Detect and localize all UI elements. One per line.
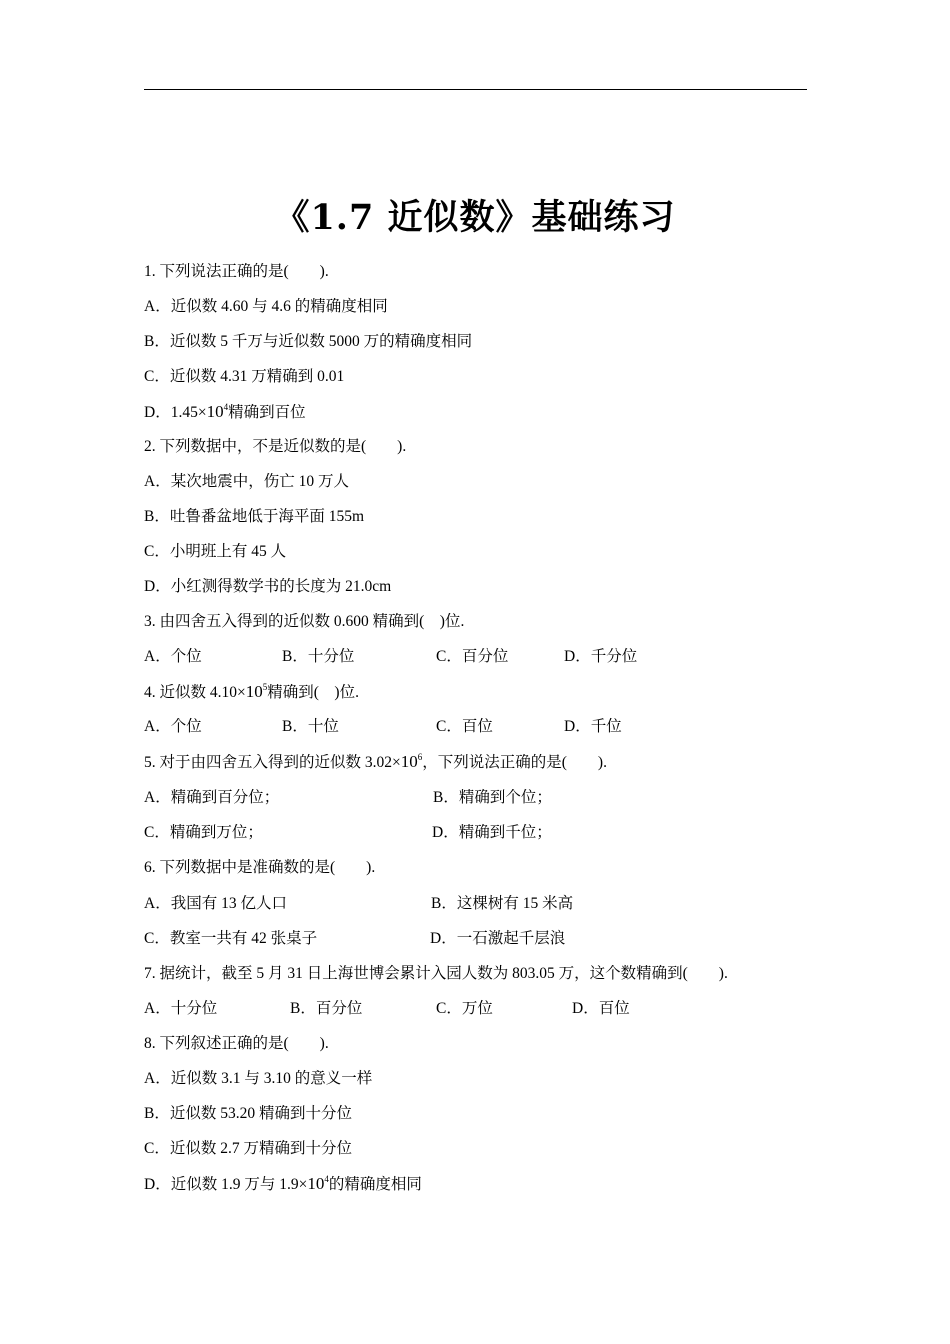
q3-option-c: C．百分位 — [436, 648, 509, 665]
q1-option-d-suffix: 精确到百位 — [228, 404, 306, 421]
q4-stem-base: 10 — [245, 682, 263, 701]
q1-option-b: B．近似数 5 千万与近似数 5000 万的精确度相同 — [144, 333, 473, 350]
q8-option-b: B．近似数 53.20 精确到十分位 — [144, 1105, 352, 1122]
q6-option-d: D．一石激起千层浪 — [430, 930, 566, 947]
q2-option-b: B．吐鲁番盆地低于海平面 155m — [144, 508, 365, 525]
q5-stem — [144, 752, 607, 773]
header-rule — [144, 89, 807, 90]
q4-stem — [144, 682, 359, 703]
q4-stem-exponent: 5 — [262, 682, 268, 692]
q4-option-c: C．百位 — [436, 718, 493, 735]
q6-option-c: C．教室一共有 42 张桌子 — [144, 930, 318, 947]
q5-option-c: C．精确到万位； — [144, 824, 263, 841]
q7-option-a: A．十分位 — [144, 1000, 218, 1017]
q1-option-d-text: D．1.45× — [144, 404, 207, 421]
q6-option-a: A．我国有 13 亿人口 — [144, 895, 287, 912]
q8-option-d — [144, 1174, 422, 1195]
q1-stem: 1. 下列说法正确的是( ). — [144, 263, 329, 280]
q1-option-a: A．近似数 4.60 与 4.6 的精确度相同 — [144, 298, 388, 315]
q8-option-a: A．近似数 3.1 与 3.10 的意义一样 — [144, 1070, 373, 1087]
q3-option-a: A．个位 — [144, 648, 202, 665]
q7-option-c: C．万位 — [436, 1000, 493, 1017]
q8-option-d-suffix: 的精确度相同 — [328, 1176, 422, 1193]
q4-option-a: A．个位 — [144, 718, 202, 735]
q5-stem-base: 10 — [400, 752, 418, 771]
q5-option-a: A．精确到百分位； — [144, 789, 280, 806]
q8-option-c: C．近似数 2.7 万精确到十分位 — [144, 1140, 352, 1157]
q2-option-c: C．小明班上有 45 人 — [144, 543, 287, 560]
q8-option-d-base: 10 — [307, 1174, 325, 1193]
q3-option-b: B．十分位 — [282, 648, 355, 665]
q5-option-d: D．精确到千位； — [432, 824, 552, 841]
q4-option-d: D．千位 — [564, 718, 622, 735]
q1-option-d — [144, 402, 306, 423]
q6-option-b: B．这棵树有 15 米高 — [431, 895, 574, 912]
q4-stem-text: 4. 近似数 4.10× — [144, 684, 246, 701]
q8-stem: 8. 下列叙述正确的是( ). — [144, 1035, 329, 1052]
q5-stem-text: 5. 对于由四舍五入得到的近似数 3.02× — [144, 754, 401, 771]
q1-option-d-base: 10 — [206, 402, 224, 421]
q2-option-d: D．小红测得数学书的长度为 21.0cm — [144, 578, 392, 595]
q8-option-d-text: D．近似数 1.9 万与 1.9× — [144, 1176, 308, 1193]
q2-stem: 2. 下列数据中，不是近似数的是( ). — [144, 438, 407, 455]
q5-stem-suffix: ，下列说法正确的是( ). — [422, 754, 607, 771]
q4-stem-suffix: 精确到( )位. — [267, 684, 359, 701]
q1-option-c: C．近似数 4.31 万精确到 0.01 — [144, 368, 345, 385]
q3-stem: 3. 由四舍五入得到的近似数 0.600 精确到( )位. — [144, 613, 465, 630]
q1-option-d-exponent: 4 — [223, 402, 229, 412]
q7-option-d: D．百位 — [572, 1000, 630, 1017]
q6-stem: 6. 下列数据中是准确数的是( ). — [144, 859, 376, 876]
q8-option-d-exponent: 4 — [324, 1174, 329, 1184]
q3-option-d: D．千分位 — [564, 648, 638, 665]
q7-option-b: B．百分位 — [290, 1000, 363, 1017]
q4-option-b: B．十位 — [282, 718, 339, 735]
q7-stem: 7. 据统计，截至 5 月 31 日上海世博会累计入园人数为 803.05 万，这个数精确到( ). — [144, 965, 728, 982]
page-title: 《1.7 近似数》基础练习 — [274, 197, 676, 238]
q5-stem-exponent: 6 — [417, 752, 423, 762]
q2-option-a: A．某次地震中，伤亡 10 万人 — [144, 473, 349, 490]
q5-option-b: B．精确到个位； — [433, 789, 552, 806]
